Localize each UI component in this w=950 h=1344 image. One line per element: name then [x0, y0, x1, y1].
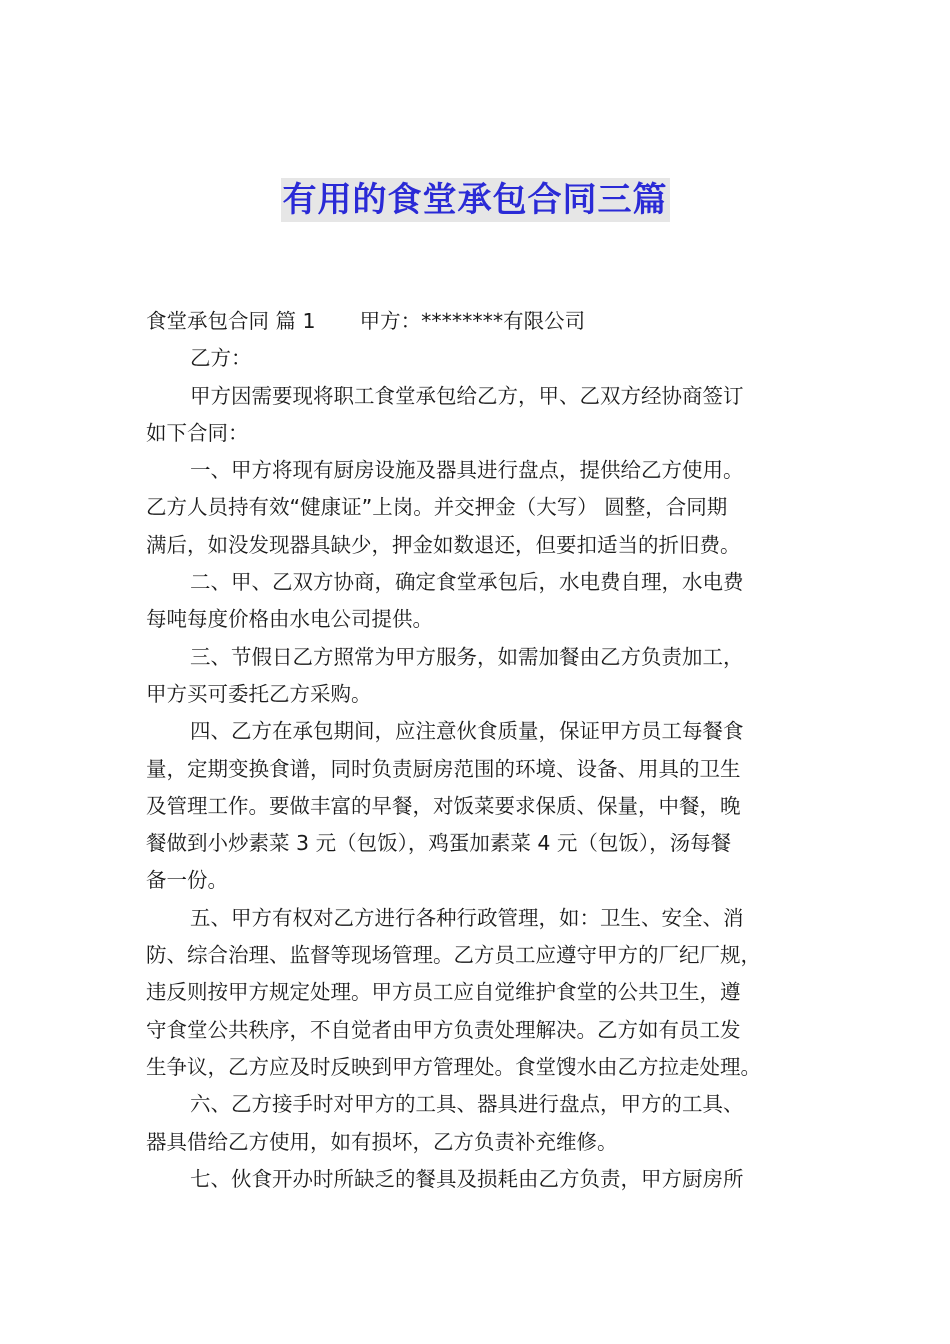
paragraph-line: 防、综合治理、监督等现场管理。乙方员工应遵守甲方的厂纪厂规，	[146, 943, 761, 968]
paragraph-line: 满后，如没发现器具缺少，押金如数退还，但要扣适当的折旧费。	[146, 532, 741, 557]
paragraph-line: 及管理工作。要做丰富的早餐，对饭菜要求保质、保量，中餐，晚	[146, 793, 741, 818]
paragraph-line: 二、甲、乙双方协商，确定食堂承包后，水电费自理，水电费	[190, 570, 744, 595]
document-title: 有用的食堂承包合同三篇	[282, 180, 668, 220]
paragraph-line: 违反则按甲方规定处理。甲方员工应自觉维护食堂的公共卫生，遵	[146, 980, 741, 1005]
paragraph-line: 甲方因需要现将职工食堂承包给乙方，甲、乙双方经协商签订	[190, 383, 744, 408]
section-header-line	[146, 303, 806, 340]
paragraph-line: 如下合同：	[146, 420, 249, 445]
paragraph-line: 甲方买可委托乙方采购。	[146, 681, 372, 706]
paragraph-line: 乙方人员持有效“健康证”上岗。并交押金（大写） 圆整，合同期	[146, 495, 728, 520]
paragraph-line: 五、甲方有权对乙方进行各种行政管理，如：卫生、安全、消	[190, 905, 744, 930]
section-label: 食堂承包合同 篇 1	[146, 309, 316, 333]
paragraph-line: 六、乙方接手时对甲方的工具、器具进行盘点，甲方的工具、	[190, 1092, 744, 1117]
paragraph-line: 量，定期变换食谱，同时负责厨房范围的环境、设备、用具的卫生	[146, 756, 741, 781]
party-a: 甲方：********有限公司	[359, 309, 586, 333]
paragraph-line: 餐做到小炒素菜 3 元（包饭），鸡蛋加素菜 4 元（包饭），汤每餐	[146, 831, 732, 856]
paragraph-line: 七、伙食开办时所缺乏的餐具及损耗由乙方负责，甲方厨房所	[190, 1166, 744, 1191]
paragraph-line: 一、甲方将现有厨房设施及器具进行盘点，提供给乙方使用。	[190, 458, 744, 483]
paragraph-line: 守食堂公共秩序，不自觉者由甲方负责处理解决。乙方如有员工发	[146, 1017, 741, 1042]
paragraph-line: 每吨每度价格由水电公司提供。	[146, 607, 433, 632]
paragraph-line: 三、节假日乙方照常为甲方服务，如需加餐由乙方负责加工，	[190, 644, 744, 669]
paragraph-line: 器具借给乙方使用，如有损坏，乙方负责补充维修。	[146, 1129, 618, 1154]
paragraph-line: 备一份。	[146, 868, 228, 893]
paragraph-line: 乙方：	[190, 346, 252, 371]
paragraph-line: 生争议，乙方应及时反映到甲方管理处。食堂馊水由乙方拉走处理。	[146, 1054, 761, 1079]
title-container	[0, 178, 950, 222]
contract-body	[146, 303, 806, 1198]
paragraph-line: 四、乙方在承包期间，应注意伙食质量，保证甲方员工每餐食	[190, 719, 744, 744]
